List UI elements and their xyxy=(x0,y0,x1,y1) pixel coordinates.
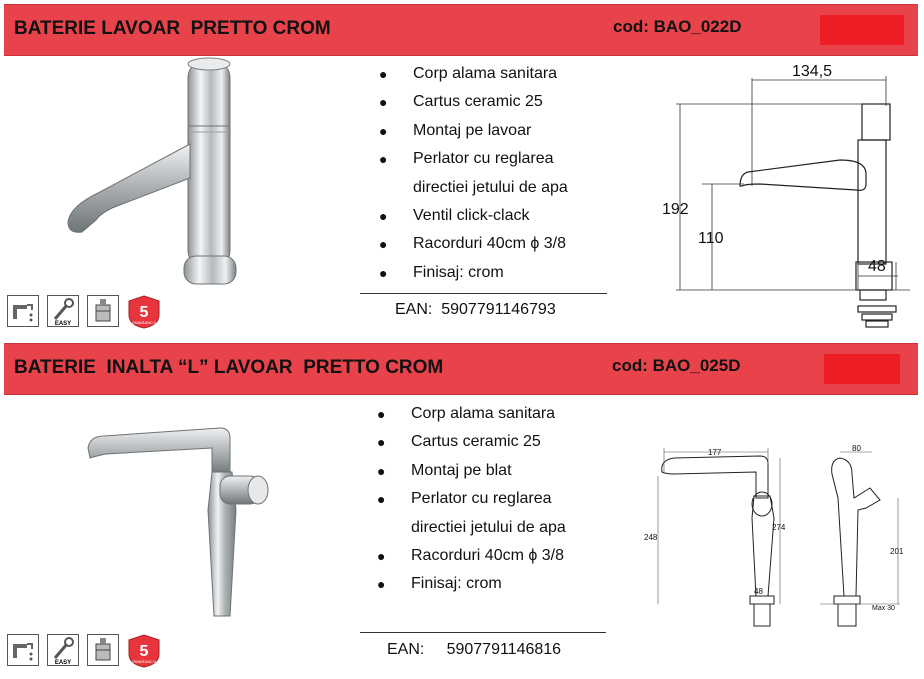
product-1-title: BATERIE LAVOAR PRETTO CROM xyxy=(14,18,331,39)
dim-width: 134,5 xyxy=(792,63,833,80)
dim-height: 248 xyxy=(644,533,658,542)
dim-spout-height: 274 xyxy=(772,523,786,532)
feature-item: directiei jetului de apa xyxy=(411,518,566,536)
warranty-number: 5 xyxy=(139,304,149,321)
product-2-title: BATERIE INALTA “L” LAVOAR PRETTO CROM xyxy=(14,357,444,378)
feature-item: ● Cartus ceramic 25 xyxy=(379,93,543,111)
warranty-number: 5 xyxy=(139,643,149,660)
dim-height: 192 xyxy=(662,201,689,218)
feature-item: ● Montaj pe blat xyxy=(377,461,512,479)
dim-spout-height: 110 xyxy=(698,230,724,247)
product-2-header xyxy=(4,343,918,395)
product-1-header xyxy=(4,4,918,56)
feature-item: ● Corp alama sanitara xyxy=(377,405,556,422)
divider xyxy=(360,293,607,294)
feature-item: ● Perlator cu reglarea xyxy=(379,150,554,168)
dim-max-thickness: Max 30 xyxy=(872,605,895,612)
product-2-color-swatch xyxy=(824,354,900,384)
easy-label: EASY xyxy=(54,321,72,327)
product-2-features xyxy=(363,400,566,599)
product-1-features xyxy=(365,60,568,287)
faucet-water-icon xyxy=(7,634,39,666)
product-2-feature-icons xyxy=(7,634,159,666)
ceramic-cartridge-icon xyxy=(87,634,119,666)
feature-item: ● Cartus ceramic 25 xyxy=(377,433,541,451)
feature-item: directiei jetului de apa xyxy=(413,178,568,196)
wrench-easy-icon xyxy=(47,634,79,666)
ceramic-cartridge-icon xyxy=(87,295,119,327)
feature-item: ● Ventil click-clack xyxy=(379,207,530,225)
faucet-water-icon xyxy=(7,295,39,327)
wrench-easy-icon xyxy=(47,295,79,327)
product-1-code: cod: BAO_022D xyxy=(613,17,742,36)
dim-side-height: 201 xyxy=(890,547,904,556)
dim-width: 177 xyxy=(708,448,722,457)
warranty-text: GWARANCJI xyxy=(132,659,156,664)
product-1-feature-icons xyxy=(7,295,159,327)
feature-item: ● Perlator cu reglarea xyxy=(377,490,552,508)
easy-label: EASY xyxy=(54,660,72,666)
feature-item: ● Finisaj: crom xyxy=(377,575,502,593)
product-1-technical-drawing xyxy=(640,56,920,336)
feature-item: ● Racorduri 40cm ϕ 3/8 xyxy=(379,235,567,253)
product-2-ean: EAN: 5907791146816 xyxy=(387,641,562,658)
feature-item: ● Corp alama sanitara xyxy=(379,65,558,82)
feature-item: ● Montaj pe lavoar xyxy=(379,121,532,139)
dim-base: 48 xyxy=(868,258,886,275)
warranty-5-years-icon xyxy=(127,634,159,666)
feature-item: ● Finisaj: crom xyxy=(379,263,504,281)
product-2-code: cod: BAO_025D xyxy=(612,356,741,375)
warranty-5-years-icon xyxy=(127,295,159,327)
product-1-photo xyxy=(60,56,250,288)
product-1-color-swatch xyxy=(820,15,904,45)
dim-base: 48 xyxy=(754,587,763,596)
feature-item: ● Racorduri 40cm ϕ 3/8 xyxy=(377,547,565,565)
product-2-photo xyxy=(80,414,270,624)
product-2-technical-drawing xyxy=(640,438,920,634)
dim-side-width: 80 xyxy=(852,444,861,453)
product-1-ean: EAN: 5907791146793 xyxy=(395,301,556,318)
warranty-text: GWARANCJI xyxy=(132,320,156,325)
divider xyxy=(360,632,606,633)
